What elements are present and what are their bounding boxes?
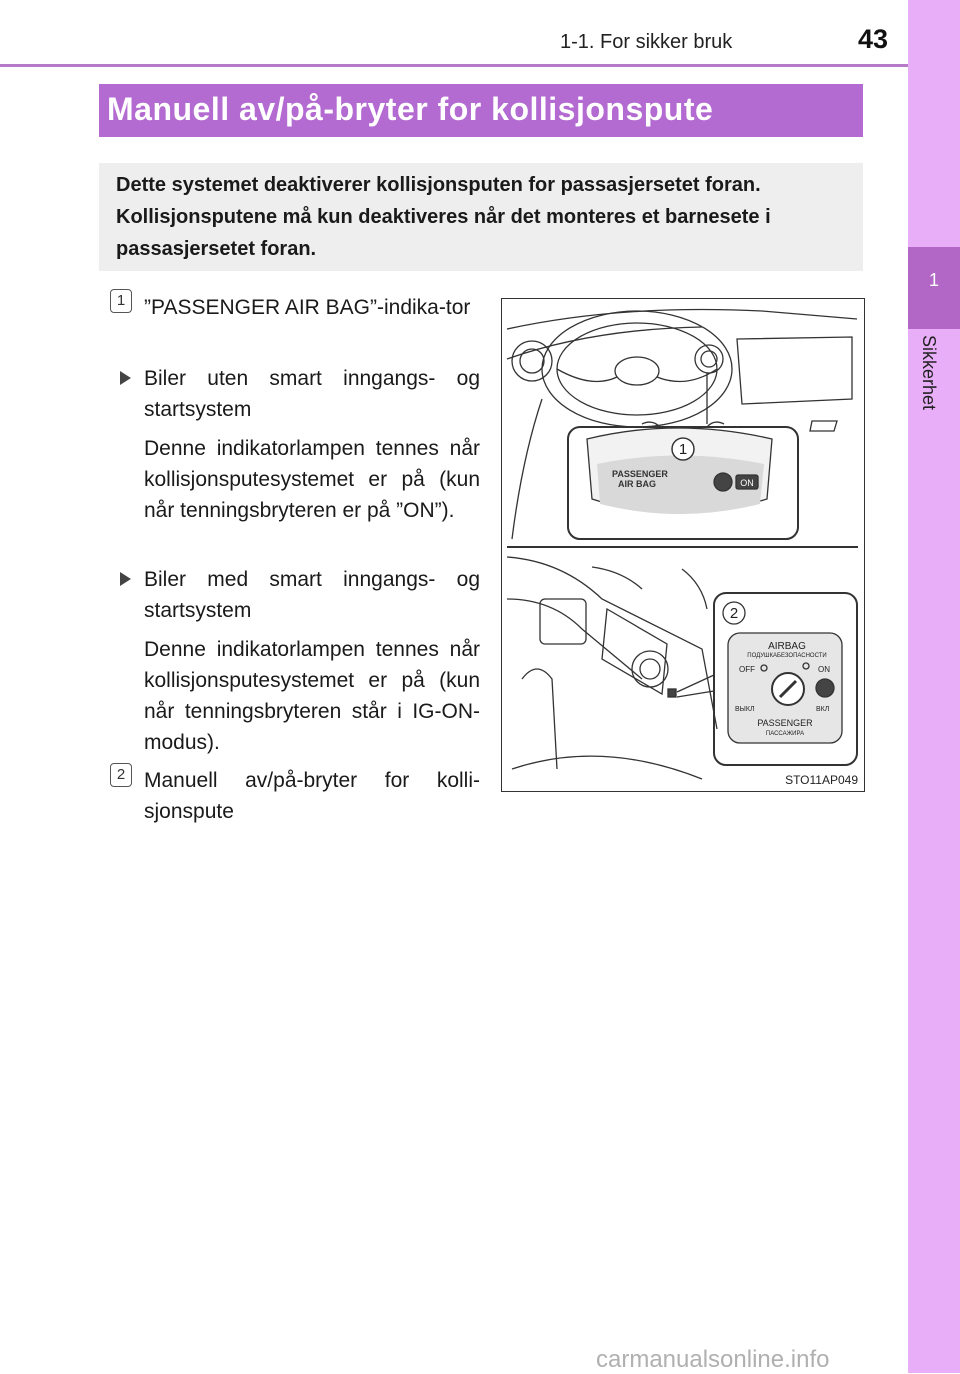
page-number: 43	[858, 24, 889, 54]
subitem-1-heading: Biler uten smart inngangs- og startsystem	[144, 367, 480, 421]
switch-passenger-label: PASSENGER	[757, 718, 813, 728]
switch-title: AIRBAG	[768, 641, 806, 652]
watermark: carmanualsonline.info	[596, 1346, 830, 1373]
item-2-text: Manuell av/på-bryter for kolli-sjonspute	[144, 769, 480, 823]
arrow-bullet-icon	[120, 371, 131, 385]
indicator-line2: AIR BAG	[618, 479, 656, 489]
chapter-label: Sikkerhet	[919, 335, 939, 411]
indicator-on: ON	[740, 478, 754, 488]
callout-2-label: 2	[729, 605, 739, 622]
arrow-bullet-icon	[120, 572, 131, 586]
section-title-bar	[99, 84, 863, 137]
section-label: 1-1. For sikker bruk	[560, 31, 733, 53]
subitem-1-body: Denne indikatorlampen tennes når kollisjonsputesystemet er på (kun når tenningsbryteren er på ”ON”).	[144, 437, 480, 522]
indicator-line1: PASSENGER	[612, 469, 668, 479]
item-number-badge: 2	[110, 763, 132, 787]
switch-off-label: OFF	[739, 665, 755, 674]
switch-title-ru: ПОДУШКАБЕЗОПАСНОСТИ	[747, 653, 827, 659]
switch-on-ru-label: ВКЛ	[816, 706, 830, 713]
switch-off-ru-label: ВЫКЛ	[735, 706, 755, 713]
subitem-2-body: Denne indikatorlampen tennes når kollisjonsputesystemet er på (kun når tenningsbryteren står i IG-ON-modus).	[144, 638, 480, 754]
illustration-figure	[501, 298, 865, 792]
chapter-number: 1	[928, 270, 939, 290]
dashboard-illustration	[502, 299, 864, 791]
switch-passenger-ru-label: ПАССАЖИРА	[765, 731, 805, 737]
callout-1-label: 1	[678, 441, 688, 458]
chapter-side-tab	[908, 0, 960, 1373]
intro-text: Dette systemet deaktiverer kollisjonsputen for passasjersetet foran. Kollisjonsputene må kun deaktiveres når det monteres et barnesete i passasjersetet foran.	[116, 174, 771, 260]
figure-code: STO11AP049	[785, 773, 858, 787]
subitem-2-heading: Biler med smart inngangs- og startsystem	[144, 568, 480, 622]
section-title: Manuell av/på-bryter for kollisjonspute	[107, 91, 714, 127]
header-rule	[0, 64, 908, 67]
item-1-text: ”PASSENGER AIR BAG”-indika-tor	[144, 296, 471, 319]
switch-on-label: ON	[818, 665, 830, 674]
item-number-badge: 1	[110, 289, 132, 313]
intro-box	[99, 163, 863, 271]
